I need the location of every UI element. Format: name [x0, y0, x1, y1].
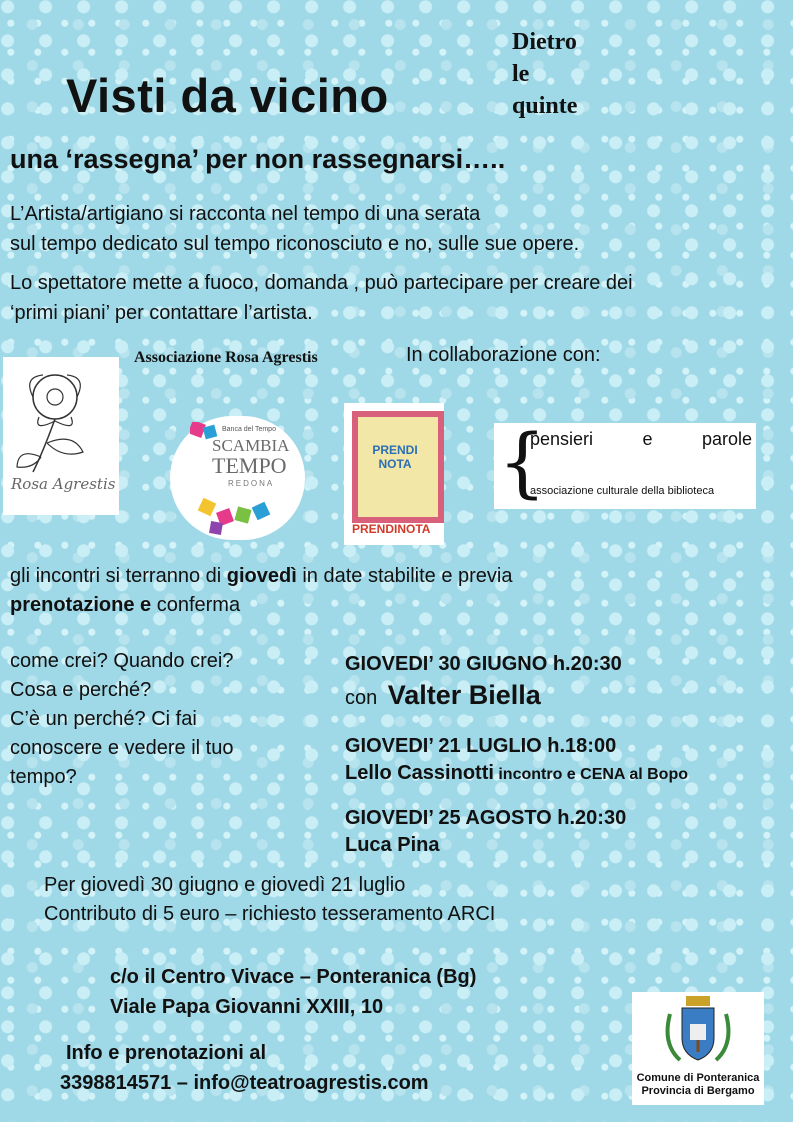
pensieri-parole-logo [494, 417, 756, 509]
questions-block [10, 647, 233, 792]
question-line-1: come crei? Quando crei? [10, 650, 234, 672]
event-2-note: incontro e CENA al Bopo [498, 766, 688, 783]
quinte-word: quinte [512, 93, 578, 119]
pensieri-words [530, 429, 752, 450]
rosa-agrestis-logo [3, 357, 119, 515]
pensieri-word-1: pensieri [530, 429, 594, 449]
event-3-name: Luca Pina [345, 834, 440, 856]
poster-title: Visti da vicino [66, 69, 389, 122]
contact-info [60, 1038, 429, 1098]
comune-text [632, 1072, 764, 1098]
contact-line-2: 3398814571 – info@teatroagrestis.com [60, 1072, 429, 1094]
prendi-nota-bottom-text: PRENDINOTA [352, 522, 431, 536]
scambia-tempo-logo [170, 416, 305, 540]
question-line-4: conoscere e vedere il tuo [10, 737, 234, 759]
comune-line-1: Comune di Ponteranica [636, 1072, 760, 1084]
event-1 [345, 653, 622, 711]
coat-of-arms-icon [660, 994, 736, 1068]
event-2-name: Lello Cassinotti [345, 762, 494, 784]
scambia-top-text: Banca del Tempo [222, 426, 276, 433]
fee-line-2: Contributo di 5 euro – richiesto tesseramento ARCI [44, 903, 496, 925]
meetings-bold-giovedi: giovedì [226, 565, 297, 587]
event-3 [345, 807, 626, 857]
puzzle-pieces-icon [190, 422, 290, 538]
event-2-date: GIOVEDI’ 21 LUGLIO h.18:00 [345, 735, 617, 757]
prendi-nota-logo [344, 403, 444, 545]
le-word: le [512, 61, 530, 87]
fee-line-1: Per giovedì 30 giugno e giovedì 21 luglio [44, 874, 406, 896]
event-2-guest [345, 762, 688, 785]
intro-paragraph-1 [10, 199, 579, 259]
meetings-bold-prenotazione: prenotazione e [10, 594, 152, 616]
intro-paragraph-2 [10, 268, 633, 328]
fee-info [44, 871, 495, 929]
pensieri-word-3: parole [701, 429, 752, 449]
intro-line-4: ‘primi piani’ per contattare l’artista. [10, 302, 313, 324]
pensieri-subtitle: associazione culturale della biblioteca [530, 485, 715, 497]
meetings-line-2 [10, 591, 512, 620]
venue-info [110, 962, 476, 1022]
poster-subtitle: una ‘rassegna’ per non rassegnarsi….. [10, 144, 506, 174]
intro-line-3: Lo spettatore mette a fuoco, domanda , può partecipare per creare dei [10, 272, 633, 294]
prendi-nota-inner-text: PRENDI NOTA [372, 443, 418, 471]
venue-line-2: Viale Papa Giovanni XXIII, 10 [110, 996, 384, 1018]
brace-icon: { [498, 417, 547, 506]
pensieri-word-2: e [642, 429, 653, 449]
association-name: Associazione Rosa Agrestis [134, 349, 318, 366]
collaboration-label: In collaborazione con: [406, 344, 601, 366]
scambia-main-1: SCAMBIA [212, 436, 290, 455]
dietro-le-quinte [512, 26, 577, 122]
contact-line-1: Info e prenotazioni al [66, 1042, 267, 1064]
event-1-name: Valter Biella [387, 680, 541, 710]
comune-line-2: Provincia di Bergamo [641, 1085, 755, 1097]
meetings-info [10, 562, 512, 620]
meetings-text-3: conferma [151, 594, 241, 616]
event-1-date: GIOVEDI’ 30 GIUGNO h.20:30 [345, 653, 622, 675]
event-1-con: con [345, 687, 378, 709]
meetings-line-1 [10, 562, 512, 591]
scambia-sub-text: REDONA [228, 479, 275, 488]
event-3-date: GIOVEDI’ 25 AGOSTO h.20:30 [345, 807, 627, 829]
venue-line-1: c/o il Centro Vivace – Ponteranica (Bg) [110, 966, 477, 988]
question-line-2: Cosa e perché? [10, 679, 152, 701]
question-line-3: C’è un perché? Ci fai [10, 708, 197, 730]
rosa-logo-text: Rosa Agrestis [11, 475, 116, 493]
intro-line-1: L’Artista/artigiano si racconta nel tempo di una serata [10, 203, 481, 225]
scambia-main-2: TEMPO [212, 453, 287, 478]
meetings-text-1: gli incontri si terranno di [10, 565, 227, 587]
dietro-word: Dietro [512, 29, 577, 55]
meetings-text-2: in date stabilite e previa [296, 565, 513, 587]
question-line-5: tempo? [10, 766, 77, 788]
event-1-guest [345, 680, 622, 711]
intro-line-2: sul tempo dedicato sul tempo riconosciuto e no, sulle sue opere. [10, 233, 580, 255]
comune-crest-logo [632, 992, 764, 1105]
event-2 [345, 735, 688, 785]
